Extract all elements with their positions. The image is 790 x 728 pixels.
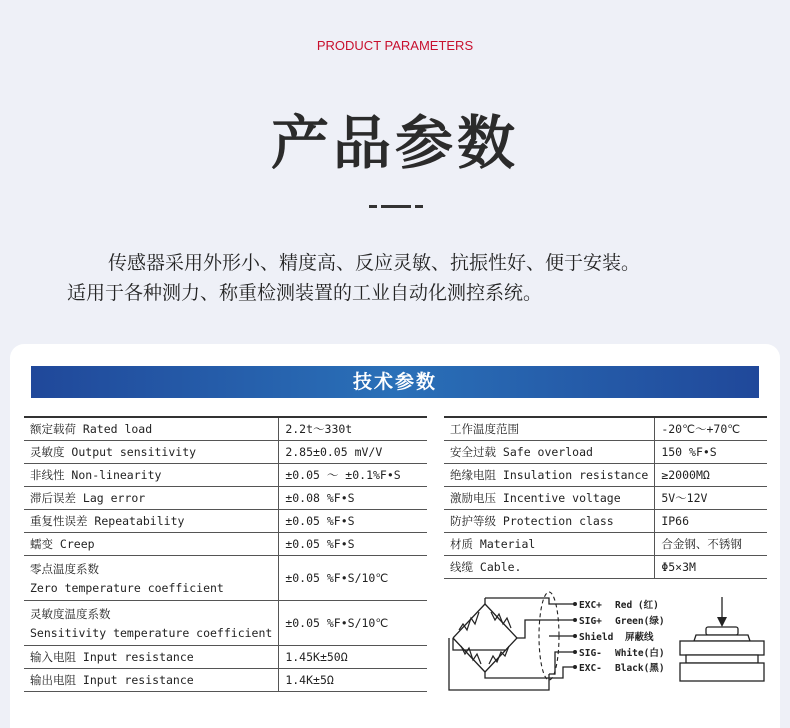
- spec-label: 绝缘电阻 Insulation resistance: [444, 464, 655, 487]
- spec-label: 工作温度范围: [444, 417, 655, 441]
- table-row: [24, 464, 427, 487]
- spec-value: ±0.05 %F•S/10℃: [279, 556, 427, 601]
- wire-color: Green(绿): [615, 616, 665, 627]
- table-row: [24, 417, 427, 441]
- right-spec-table: [444, 416, 767, 579]
- table-row: [444, 441, 767, 464]
- spec-label-en: Sensitivity temperature coefficient: [30, 626, 273, 640]
- spec-value: ±0.05 %F•S: [279, 533, 427, 556]
- spec-value: ±0.08 %F•S: [279, 487, 427, 510]
- spec-value: 1.45K±50Ω: [279, 646, 427, 669]
- table-row: [444, 464, 767, 487]
- table-row: [444, 487, 767, 510]
- spec-label-cn: 灵敏度温度系数: [30, 607, 111, 621]
- table-row: [444, 510, 767, 533]
- left-spec-table: [24, 416, 427, 692]
- title-divider: [369, 205, 423, 208]
- wire-signal: EXC+: [579, 600, 602, 611]
- table-row: [24, 669, 427, 692]
- table-row: [24, 646, 427, 669]
- spec-label: [24, 556, 279, 601]
- wire-signal: EXC-: [579, 663, 602, 674]
- wire-signal: SIG+: [579, 616, 602, 627]
- table-row: [24, 441, 427, 464]
- spec-label: 额定载荷 Rated load: [24, 417, 279, 441]
- spec-label: 线缆 Cable.: [444, 556, 655, 579]
- spec-value: IP66: [655, 510, 767, 533]
- spec-value: 2.2t～330t: [279, 417, 427, 441]
- spec-label: 重复性误差 Repeatability: [24, 510, 279, 533]
- wire-signal: Shield: [579, 632, 614, 643]
- wire-color: 屏蔽线: [625, 632, 654, 643]
- section-banner: 技术参数: [31, 366, 759, 398]
- spec-value: ±0.05 %F•S: [279, 510, 427, 533]
- table-row: [444, 533, 767, 556]
- spec-value: 合金钢、不锈钢: [655, 533, 767, 556]
- subtitle: PRODUCT PARAMETERS: [316, 38, 474, 53]
- spec-label: 灵敏度 Output sensitivity: [24, 441, 279, 464]
- spec-value: ±0.05 ～ ±0.1%F•S: [279, 464, 427, 487]
- spec-value: 1.4K±5Ω: [279, 669, 427, 692]
- table-row: [24, 487, 427, 510]
- spec-label: 防护等级 Protection class: [444, 510, 655, 533]
- spec-label: 材质 Material: [444, 533, 655, 556]
- spec-value: 2.85±0.05 mV/V: [279, 441, 427, 464]
- wire-color: Red (红): [615, 600, 659, 611]
- spec-value: Φ5×3M: [655, 556, 767, 579]
- spec-value: -20℃～+70℃: [655, 417, 767, 441]
- spec-label-cn: 零点温度系数: [30, 562, 99, 576]
- wire-color: White(白): [615, 648, 665, 659]
- wheatstone-bridge-diagram: [445, 590, 667, 694]
- table-row: [24, 510, 427, 533]
- table-row: [24, 533, 427, 556]
- wire-signal: SIG-: [579, 648, 602, 659]
- spec-label: 安全过载 Safe overload: [444, 441, 655, 464]
- description-line-2: 适用于各种测力、称重检测装置的工业自动化测控系统。: [67, 282, 543, 304]
- spec-label: [24, 601, 279, 646]
- spec-value: ±0.05 %F•S/10℃: [279, 601, 427, 646]
- table-row: [24, 601, 427, 646]
- spec-label: 输入电阻 Input resistance: [24, 646, 279, 669]
- spec-label: 滞后误差 Lag error: [24, 487, 279, 510]
- spec-value: 150 %F•S: [655, 441, 767, 464]
- page-title: 产品参数: [270, 109, 519, 177]
- load-cell-icon: [676, 597, 768, 687]
- spec-label: 激励电压 Incentive voltage: [444, 487, 655, 510]
- table-row: [444, 417, 767, 441]
- spec-label: 蠕变 Creep: [24, 533, 279, 556]
- spec-value: ≥2000MΩ: [655, 464, 767, 487]
- spec-label: 输出电阻 Input resistance: [24, 669, 279, 692]
- spec-label-en: Zero temperature coefficient: [30, 581, 224, 595]
- table-row: [444, 556, 767, 579]
- table-row: [24, 556, 427, 601]
- description: [0, 248, 790, 308]
- description-line-1: 传感器采用外形小、精度高、反应灵敏、抗振性好、便于安装。: [108, 252, 641, 274]
- spec-label: 非线性 Non-linearity: [24, 464, 279, 487]
- wire-color: Black(黑): [615, 663, 665, 674]
- spec-value: 5V～12V: [655, 487, 767, 510]
